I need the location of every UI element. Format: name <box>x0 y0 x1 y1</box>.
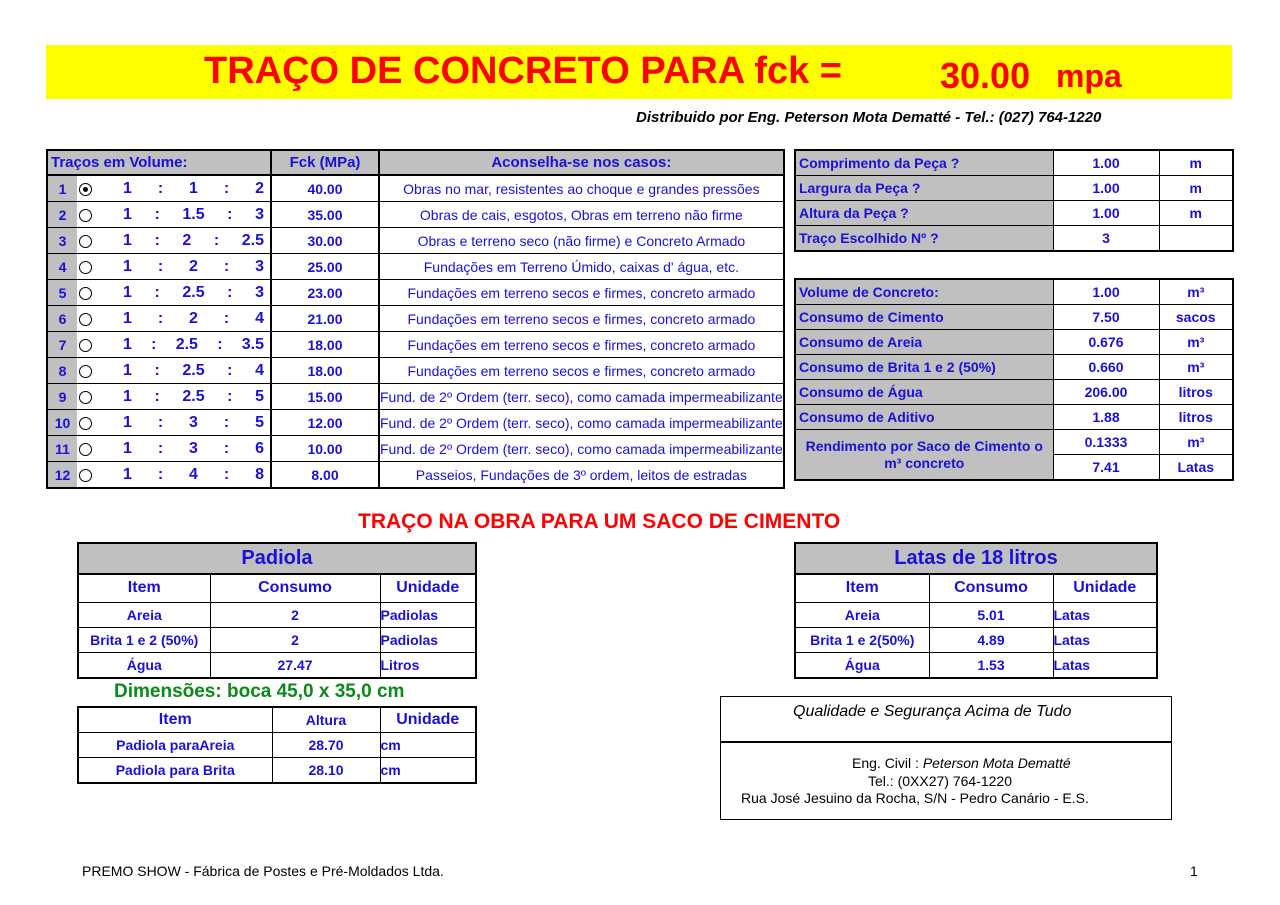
latas-row <box>795 627 1157 652</box>
padiola-h-item: Item <box>78 574 210 602</box>
mix-value-c: 1 <box>123 205 132 223</box>
latas-unidade: Latas <box>1053 652 1157 678</box>
mix-value-a: 2.5 <box>175 335 198 353</box>
result-label: Consumo de Aditivo <box>795 405 1053 430</box>
mix-value-b: 2.5 <box>241 231 264 249</box>
result-unit: m³ <box>1159 330 1233 355</box>
traco-case: Fundações em Terreno Úmido, caixas d' água, etc. <box>379 254 784 280</box>
traco-number: 7 <box>47 332 77 358</box>
result-unit: litros <box>1159 380 1233 405</box>
padiola-unidade: Litros <box>380 652 476 678</box>
result-label: Consumo de Cimento <box>795 305 1053 330</box>
padiola-row <box>78 627 476 652</box>
mix-value-c: 1 <box>123 413 132 431</box>
dimension-value[interactable]: 1.00 <box>1053 176 1159 201</box>
padiola-row <box>78 652 476 678</box>
motto: Qualidade e Segurança Acima de Tudo <box>793 703 1072 720</box>
distributed-by: Distribuido por Eng. Peterson Mota Dematté - Tel.: (027) 764-1220 <box>636 109 1102 126</box>
traco-radio-cell <box>77 410 115 436</box>
mix-separator: : <box>151 335 157 353</box>
rendimento-value-m3: 0.1333 <box>1053 430 1159 455</box>
traco-radio-button[interactable] <box>79 417 92 430</box>
dimensoes-title: Dimensões: boca 45,0 x 35,0 cm <box>114 681 405 702</box>
traco-fck: 12.00 <box>271 410 379 436</box>
traco-radio-cell <box>77 202 115 228</box>
dimension-label: Traço Escolhido Nº ? <box>795 226 1053 252</box>
mix-value-c: 1 <box>123 309 132 327</box>
traco-radio-cell <box>77 306 115 332</box>
engineer-prefix: Eng. Civil : <box>852 755 923 771</box>
latas-row <box>795 652 1157 678</box>
latas-consumo: 1.53 <box>929 652 1053 678</box>
tracos-table <box>46 149 785 489</box>
traco-row <box>47 228 784 254</box>
result-value: 0.676 <box>1053 330 1159 355</box>
result-value: 0.660 <box>1053 355 1159 380</box>
padiola-consumo: 2 <box>210 627 380 652</box>
traco-mix <box>115 462 271 489</box>
mix-value-a: 2.5 <box>182 361 205 379</box>
traco-row <box>47 280 784 306</box>
result-unit: litros <box>1159 405 1233 430</box>
padiola-consumo: 27.47 <box>210 652 380 678</box>
padiola-item: Areia <box>78 602 210 627</box>
mix-value-c: 1 <box>123 283 132 301</box>
mix-value-a: 1 <box>189 179 198 197</box>
col-header-volume: Traços em Volume: <box>47 150 271 175</box>
traco-fck: 21.00 <box>271 306 379 332</box>
dimension-label: Comprimento da Peça ? <box>795 150 1053 176</box>
traco-number: 9 <box>47 384 77 410</box>
latas-item: Brita 1 e 2(50%) <box>795 627 929 652</box>
dimension-label: Altura da Peça ? <box>795 201 1053 226</box>
mix-value-a: 3 <box>189 439 198 457</box>
latas-consumo: 4.89 <box>929 627 1053 652</box>
traco-radio-cell <box>77 384 115 410</box>
traco-row <box>47 254 784 280</box>
dimensoes-item: Padiola para Brita <box>78 758 272 784</box>
mix-separator: : <box>154 231 160 249</box>
mix-separator: : <box>227 205 233 223</box>
latas-unidade: Latas <box>1053 602 1157 627</box>
traco-row <box>47 175 784 202</box>
mix-separator: : <box>213 231 220 249</box>
traco-fck: 18.00 <box>271 358 379 384</box>
dim-h-item: Item <box>78 707 272 733</box>
mix-value-c: 1 <box>123 335 132 353</box>
padiola-h-unidade: Unidade <box>380 574 476 602</box>
traco-row <box>47 332 784 358</box>
padiola-item: Brita 1 e 2 (50%) <box>78 627 210 652</box>
traco-case: Fund. de 2º Ordem (terr. seco), como camada impermeabilizante <box>379 436 784 462</box>
latas-h-item: Item <box>795 574 929 602</box>
traco-mix <box>115 410 271 436</box>
traco-fck: 8.00 <box>271 462 379 489</box>
dimension-value[interactable]: 1.00 <box>1053 150 1159 176</box>
traco-radio-button[interactable] <box>79 365 92 378</box>
mix-separator: : <box>157 179 164 197</box>
dimension-unit: m <box>1159 176 1233 201</box>
mix-value-b: 4 <box>255 309 264 327</box>
traco-radio-button[interactable] <box>79 235 92 248</box>
dimension-row <box>795 150 1233 176</box>
traco-radio-button[interactable] <box>79 183 92 196</box>
traco-radio-button[interactable] <box>79 469 92 482</box>
traco-radio-cell <box>77 358 115 384</box>
traco-radio-button[interactable] <box>79 209 92 222</box>
mix-value-c: 1 <box>123 179 132 197</box>
traco-mix <box>115 175 271 202</box>
latas-title: Latas de 18 litros <box>795 543 1157 574</box>
dimensoes-altura: 28.70 <box>272 733 380 758</box>
engineer-name: Peterson Mota Dematté <box>922 755 1071 771</box>
rendimento-label: Rendimento por Saco de Cimento o m³ concreto <box>795 430 1053 481</box>
traco-radio-cell <box>77 175 115 202</box>
mix-separator: : <box>157 413 164 431</box>
traco-number: 6 <box>47 306 77 332</box>
latas-consumo: 5.01 <box>929 602 1053 627</box>
mix-value-c: 1 <box>123 231 132 249</box>
traco-row <box>47 358 784 384</box>
traco-case: Obras e terreno seco (não firme) e Concreto Armado <box>379 228 784 254</box>
col-header-case: Aconselha-se nos casos: <box>379 150 784 175</box>
mix-separator: : <box>223 257 230 275</box>
mix-separator: : <box>223 309 230 327</box>
mix-separator: : <box>223 179 230 197</box>
mix-value-c: 1 <box>123 257 132 275</box>
latas-h-consumo: Consumo <box>929 574 1053 602</box>
padiola-consumo: 2 <box>210 602 380 627</box>
mix-separator: : <box>157 257 164 275</box>
traco-number: 5 <box>47 280 77 306</box>
dimension-row <box>795 176 1233 201</box>
result-value: 206.00 <box>1053 380 1159 405</box>
traco-number: 8 <box>47 358 77 384</box>
traco-number: 10 <box>47 410 77 436</box>
result-unit: m³ <box>1159 279 1233 305</box>
traco-radio-cell <box>77 228 115 254</box>
mix-value-a: 2 <box>189 257 198 275</box>
mix-separator: : <box>227 283 233 301</box>
dimension-value[interactable]: 3 <box>1053 226 1159 252</box>
traco-number: 3 <box>47 228 77 254</box>
traco-mix <box>115 436 271 462</box>
result-row <box>795 355 1233 380</box>
latas-item: Areia <box>795 602 929 627</box>
mix-value-b: 3 <box>255 257 264 275</box>
rendimento-unit-latas: Latas <box>1159 455 1233 481</box>
traco-radio-button[interactable] <box>79 313 92 326</box>
traco-number: 2 <box>47 202 77 228</box>
dimension-label: Largura da Peça ? <box>795 176 1053 201</box>
mix-separator: : <box>223 439 230 457</box>
latas-unidade: Latas <box>1053 627 1157 652</box>
mix-separator: : <box>154 283 160 301</box>
padiola-table <box>77 542 477 679</box>
dim-h-altura: Altura <box>272 707 380 733</box>
traco-mix <box>115 280 271 306</box>
col-header-fck: Fck (MPa) <box>271 150 379 175</box>
dimension-unit: m <box>1159 150 1233 176</box>
mix-separator: : <box>154 387 160 405</box>
padiola-title: Padiola <box>78 543 476 574</box>
mix-value-b: 5 <box>255 413 264 431</box>
mix-separator: : <box>223 413 230 431</box>
traco-fck: 18.00 <box>271 332 379 358</box>
mix-value-b: 3 <box>255 205 264 223</box>
contact-phone: Tel.: (0XX27) 764-1220 <box>868 773 1012 789</box>
mix-value-a: 2.5 <box>182 283 205 301</box>
mix-value-a: 2 <box>189 309 198 327</box>
dimension-row <box>795 226 1233 252</box>
traco-radio-button[interactable] <box>79 443 92 456</box>
traco-fck: 10.00 <box>271 436 379 462</box>
traco-mix <box>115 358 271 384</box>
traco-mix <box>115 332 271 358</box>
mix-value-b: 6 <box>255 439 264 457</box>
traco-row <box>47 462 784 489</box>
traco-case: Passeios, Fundações de 3º ordem, leitos de estradas <box>379 462 784 489</box>
mix-separator: : <box>227 387 233 405</box>
mix-value-c: 1 <box>123 387 132 405</box>
result-label: Consumo de Areia <box>795 330 1053 355</box>
traco-case: Obras de cais, esgotos, Obras em terreno não firme <box>379 202 784 228</box>
result-row <box>795 405 1233 430</box>
mix-value-b: 4 <box>255 361 264 379</box>
dimensoes-item: Padiola paraAreia <box>78 733 272 758</box>
latas-row <box>795 602 1157 627</box>
dimensions-table <box>794 149 1234 252</box>
traco-radio-button[interactable] <box>79 261 92 274</box>
traco-mix <box>115 254 271 280</box>
traco-number: 12 <box>47 462 77 489</box>
mix-separator: : <box>157 309 164 327</box>
dimension-value[interactable]: 1.00 <box>1053 201 1159 226</box>
traco-row <box>47 410 784 436</box>
mix-separator: : <box>217 335 223 353</box>
traco-radio-cell <box>77 436 115 462</box>
result-label: Consumo de Brita 1 e 2 (50%) <box>795 355 1053 380</box>
traco-row <box>47 384 784 410</box>
padiola-unidade: Padiolas <box>380 627 476 652</box>
traco-case: Obras no mar, resistentes ao choque e grandes pressões <box>379 175 784 202</box>
traco-case: Fundações em terreno secos e firmes, concreto armado <box>379 332 784 358</box>
result-row <box>795 279 1233 305</box>
traco-radio-button[interactable] <box>79 339 92 352</box>
dimensoes-unidade: cm <box>380 758 476 784</box>
traco-radio-cell <box>77 280 115 306</box>
traco-number: 4 <box>47 254 77 280</box>
contact-address: Rua José Jesuino da Rocha, S/N - Pedro Canário - E.S. <box>741 790 1089 806</box>
rendimento-value-latas: 7.41 <box>1053 455 1159 481</box>
mix-separator: : <box>154 361 160 379</box>
latas-h-unidade: Unidade <box>1053 574 1157 602</box>
traco-fck: 23.00 <box>271 280 379 306</box>
mix-separator: : <box>157 465 164 483</box>
dimension-unit: m <box>1159 201 1233 226</box>
mix-value-b: 8 <box>255 465 264 483</box>
traco-case: Fundações em terreno secos e firmes, concreto armado <box>379 358 784 384</box>
fck-unit: mpa <box>1056 58 1122 94</box>
result-row <box>795 380 1233 405</box>
traco-fck: 30.00 <box>271 228 379 254</box>
latas-item: Água <box>795 652 929 678</box>
traco-mix <box>115 306 271 332</box>
traco-mix <box>115 228 271 254</box>
dimensoes-altura: 28.10 <box>272 758 380 784</box>
mix-value-c: 1 <box>123 361 132 379</box>
traco-case: Fund. de 2º Ordem (terr. seco), como camada impermeabilizante <box>379 410 784 436</box>
mix-value-a: 2 <box>182 231 192 249</box>
mix-value-a: 1.5 <box>182 205 205 223</box>
mix-value-b: 5 <box>255 387 264 405</box>
padiola-row <box>78 602 476 627</box>
traco-radio-button[interactable] <box>79 287 92 300</box>
mix-separator: : <box>227 361 233 379</box>
latas-table <box>794 542 1158 679</box>
result-unit: sacos <box>1159 305 1233 330</box>
traco-fck: 15.00 <box>271 384 379 410</box>
section-subtitle: TRAÇO NA OBRA PARA UM SACO DE CIMENTO <box>358 510 841 533</box>
mix-value-c: 1 <box>123 465 132 483</box>
page-number: 1 <box>1190 863 1198 879</box>
traco-radio-cell <box>77 332 115 358</box>
traco-case: Fundações em terreno secos e firmes, concreto armado <box>379 306 784 332</box>
mix-value-a: 3 <box>189 413 198 431</box>
traco-fck: 35.00 <box>271 202 379 228</box>
result-row <box>795 330 1233 355</box>
traco-radio-cell <box>77 254 115 280</box>
mix-value-b: 2 <box>255 179 264 197</box>
mix-separator: : <box>223 465 230 483</box>
mix-value-a: 2.5 <box>182 387 205 405</box>
padiola-h-consumo: Consumo <box>210 574 380 602</box>
mix-value-c: 1 <box>123 439 132 457</box>
result-value: 1.00 <box>1053 279 1159 305</box>
result-row <box>795 305 1233 330</box>
traco-fck: 25.00 <box>271 254 379 280</box>
dimensoes-row <box>78 758 476 784</box>
result-value: 7.50 <box>1053 305 1159 330</box>
result-label: Volume de Concreto: <box>795 279 1053 305</box>
padiola-unidade: Padiolas <box>380 602 476 627</box>
traco-mix <box>115 384 271 410</box>
page-title: TRAÇO DE CONCRETO PARA fck = <box>204 50 842 92</box>
traco-number: 11 <box>47 436 77 462</box>
traco-mix <box>115 202 271 228</box>
mix-value-b: 3.5 <box>241 335 264 353</box>
traco-row <box>47 306 784 332</box>
result-value: 1.88 <box>1053 405 1159 430</box>
traco-case: Fundações em terreno secos e firmes, concreto armado <box>379 280 784 306</box>
mix-separator: : <box>154 205 160 223</box>
traco-fck: 40.00 <box>271 175 379 202</box>
fck-value[interactable]: 30.00 <box>940 55 1031 96</box>
result-label: Consumo de Água <box>795 380 1053 405</box>
engineer <box>852 755 1071 771</box>
traco-case: Fund. de 2º Ordem (terr. seco), como camada impermeabilizante <box>379 384 784 410</box>
traco-radio-button[interactable] <box>79 391 92 404</box>
dimensoes-row <box>78 733 476 758</box>
results-table <box>794 278 1234 481</box>
mix-value-b: 3 <box>255 283 264 301</box>
dimensoes-table <box>77 706 477 784</box>
footer-company: PREMO SHOW - Fábrica de Postes e Pré-Moldados Ltda. <box>82 863 444 879</box>
dim-h-unidade: Unidade <box>380 707 476 733</box>
traco-row <box>47 202 784 228</box>
dimension-unit <box>1159 226 1233 252</box>
result-unit: m³ <box>1159 355 1233 380</box>
mix-value-a: 4 <box>189 465 198 483</box>
traco-row <box>47 436 784 462</box>
dimension-row <box>795 201 1233 226</box>
mix-separator: : <box>157 439 164 457</box>
padiola-item: Água <box>78 652 210 678</box>
traco-number: 1 <box>47 175 77 202</box>
rendimento-unit-m3: m³ <box>1159 430 1233 455</box>
dimensoes-unidade: cm <box>380 733 476 758</box>
traco-radio-cell <box>77 462 115 489</box>
